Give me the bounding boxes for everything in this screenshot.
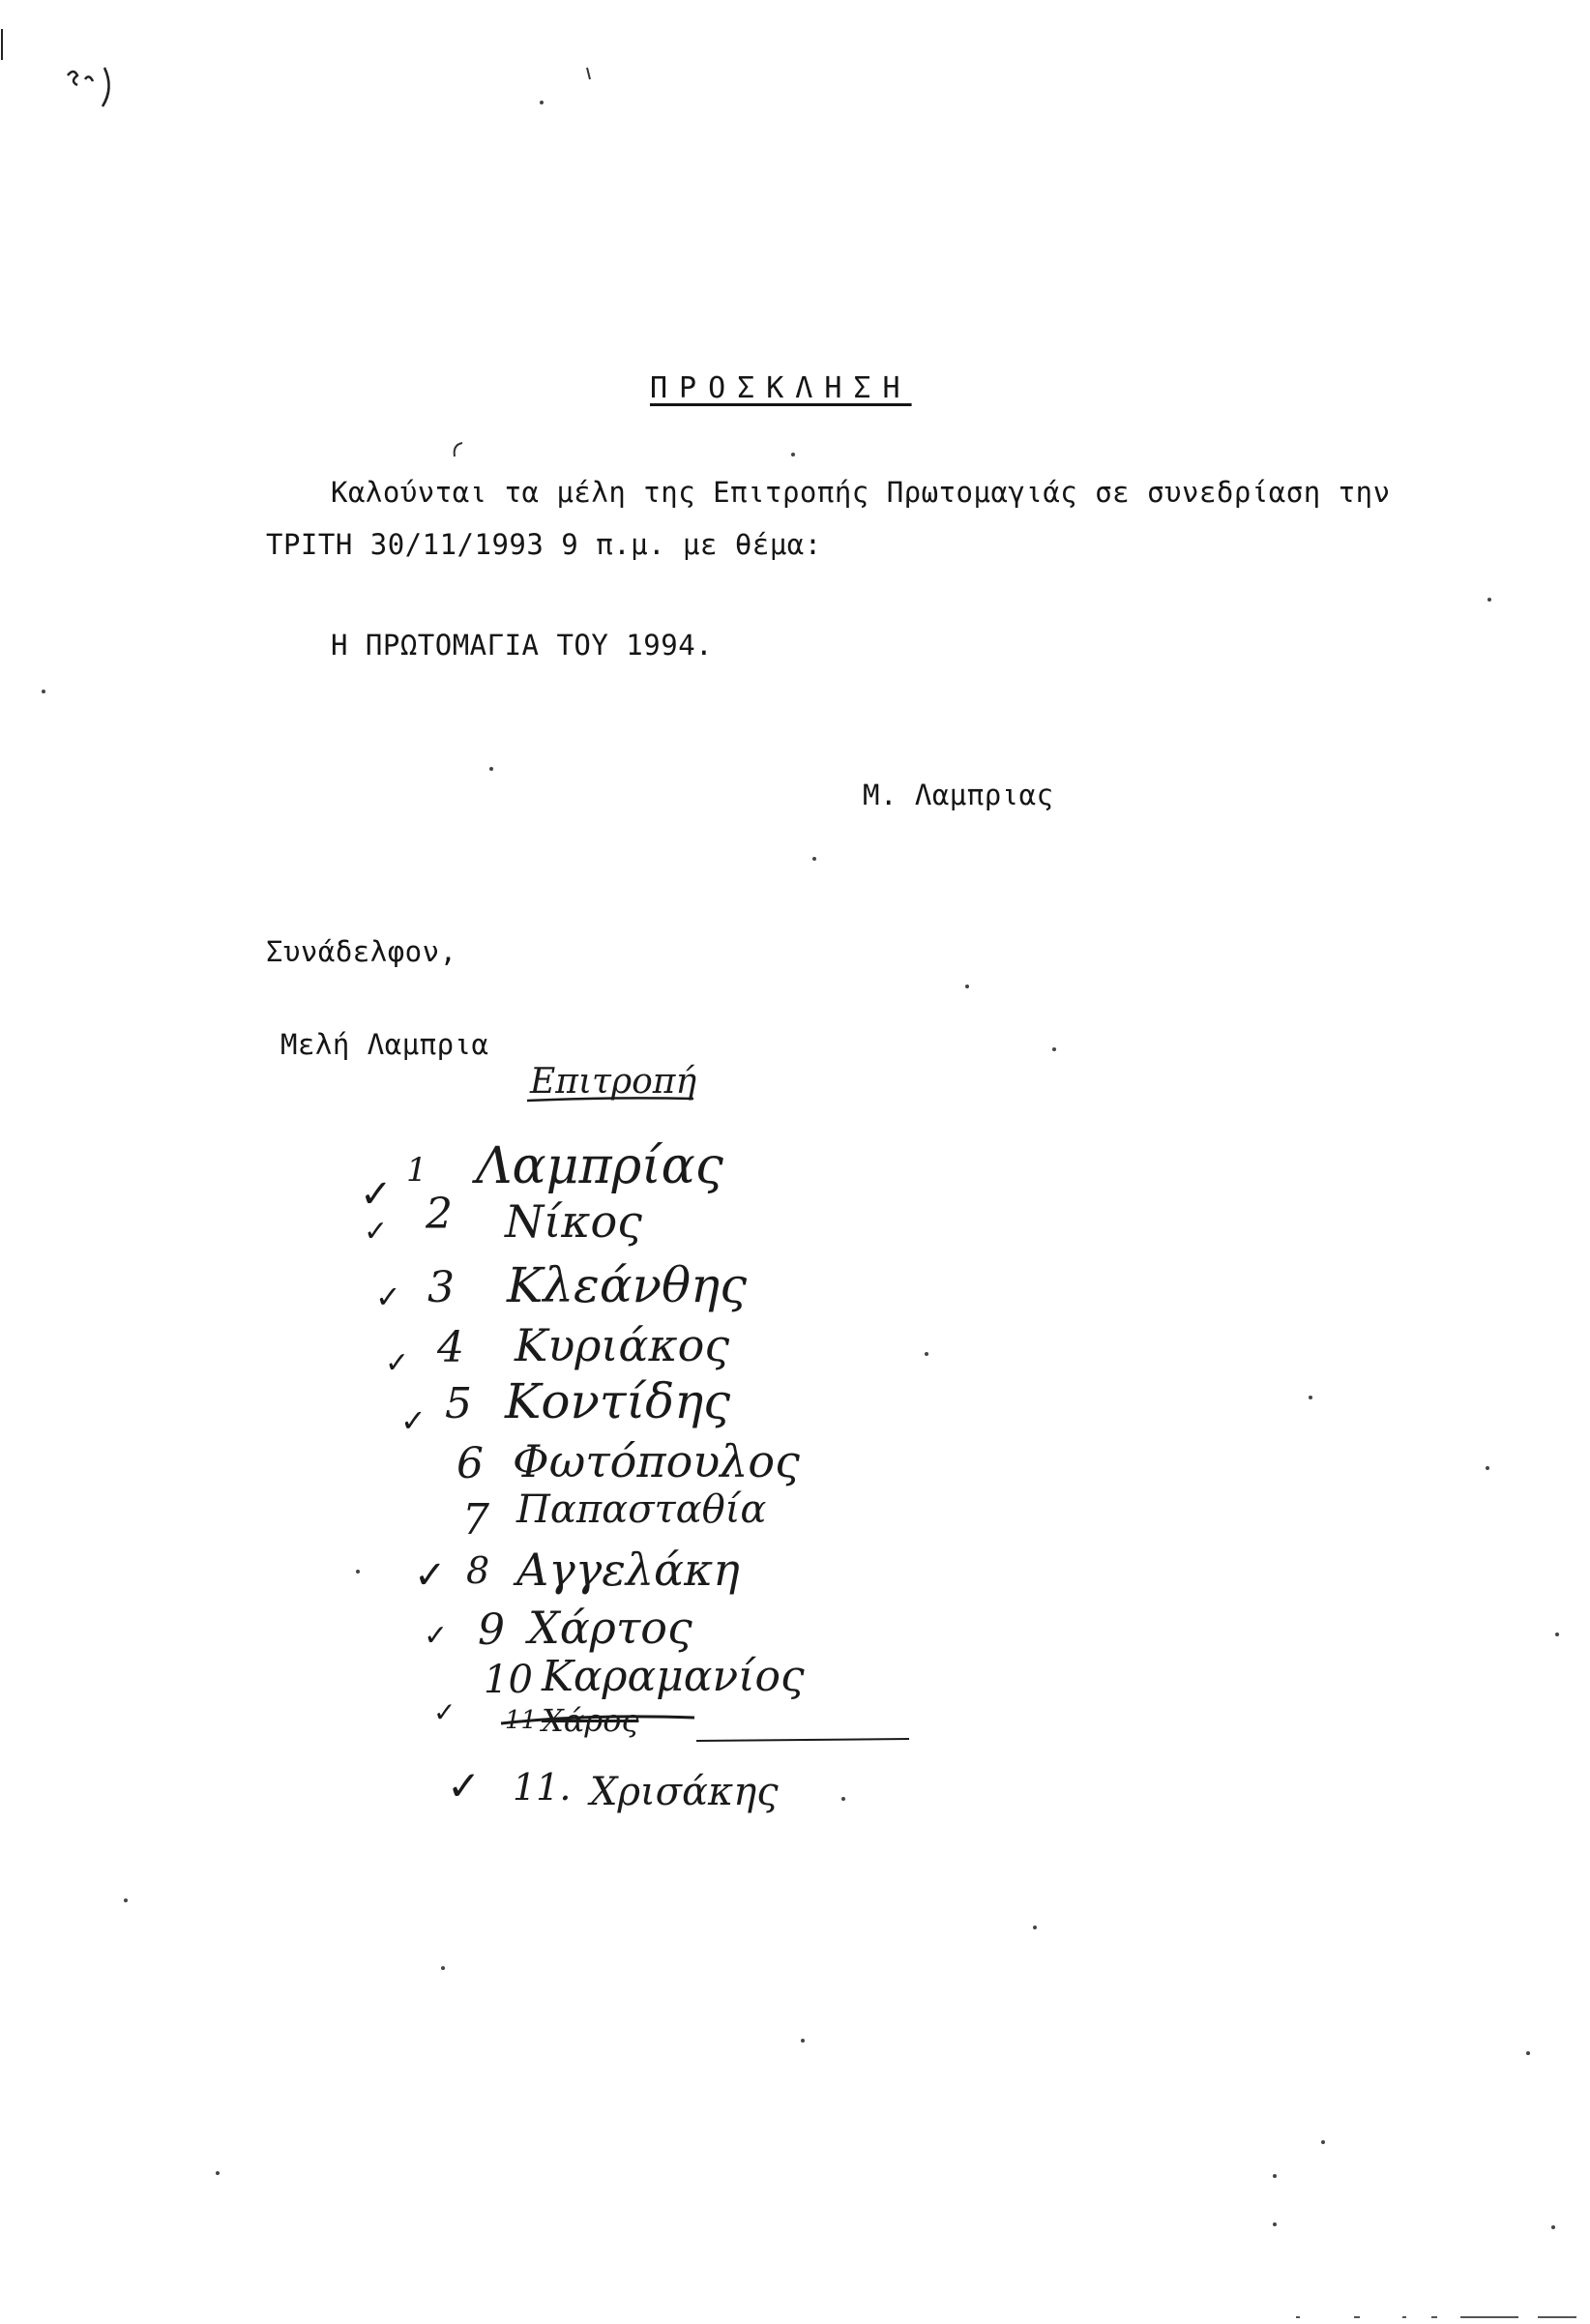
tick-mark-top [587, 68, 590, 79]
item-number: 3 [427, 1263, 455, 1312]
item-number: 5 [445, 1379, 472, 1428]
scan-dust [42, 101, 1559, 2229]
member-name: Φωτόπουλος [513, 1435, 800, 1487]
check-mark-icon: ✓ [400, 1402, 427, 1439]
member-name: Χρισάκης [590, 1770, 779, 1814]
comma-mark [455, 443, 462, 456]
handwritten-heading: Επιτροπή [530, 1062, 697, 1102]
members-label: Μελή Λαμπρια [280, 1028, 489, 1061]
check-mark-icon: ✓ [375, 1279, 401, 1315]
meeting-subject: Η ΠΡΩΤΟΜΑΓΙΑ ΤΟΥ 1994. [331, 629, 714, 662]
member-name: Νίκος [505, 1195, 642, 1248]
check-mark-icon: ✓ [424, 1619, 449, 1653]
member-name: Παπασταθία [516, 1487, 767, 1532]
invitation-paragraph-line-2: ΤΡΙΤΗ 30/11/1993 9 π.μ. με θέμα: [266, 528, 822, 561]
separator-line [696, 1739, 909, 1741]
member-name: Καραμανίος [542, 1652, 805, 1701]
member-name: Χάρτος [528, 1602, 692, 1654]
item-number: 7 [462, 1495, 489, 1544]
item-number: 11 [505, 1706, 538, 1735]
member-name: Κλεάνθης [507, 1257, 748, 1313]
invitation-paragraph-line-1: Καλούνται τα μέλη της Επιτροπής Πρωτομαγιάς σε συνεδρίαση την [331, 476, 1391, 509]
check-mark-icon: ✓ [414, 1553, 447, 1598]
document-title: ΠΡΟΣΚΛΗΣΗ [650, 371, 912, 405]
check-mark-icon: ✓ [433, 1696, 456, 1728]
member-name: Κυριάκος [515, 1319, 730, 1371]
check-mark-icon: ✓ [447, 1762, 482, 1809]
item-number: 4 [437, 1323, 464, 1372]
check-mark-icon: ✓ [360, 1172, 393, 1217]
member-name: Αγγελάκη [516, 1544, 740, 1596]
item-number: 2 [426, 1190, 453, 1239]
item-number: 1 [406, 1151, 427, 1190]
corner-scribble [68, 68, 109, 106]
item-number: 6 [456, 1439, 484, 1488]
check-mark-icon: ✓ [385, 1346, 410, 1380]
item-number: 10 [484, 1658, 533, 1702]
member-name: Λαμπρίας [476, 1137, 723, 1195]
check-mark-icon: ✓ [364, 1215, 389, 1249]
item-number: 11. [513, 1766, 572, 1809]
signature-name: Μ. Λαμπριας [863, 779, 1054, 811]
member-name: Χάρος [542, 1702, 639, 1739]
item-number: 8 [466, 1549, 490, 1592]
item-number: 9 [478, 1605, 505, 1655]
greeting: Συνάδελφον, [266, 935, 457, 968]
member-name: Κοντίδης [505, 1373, 731, 1429]
